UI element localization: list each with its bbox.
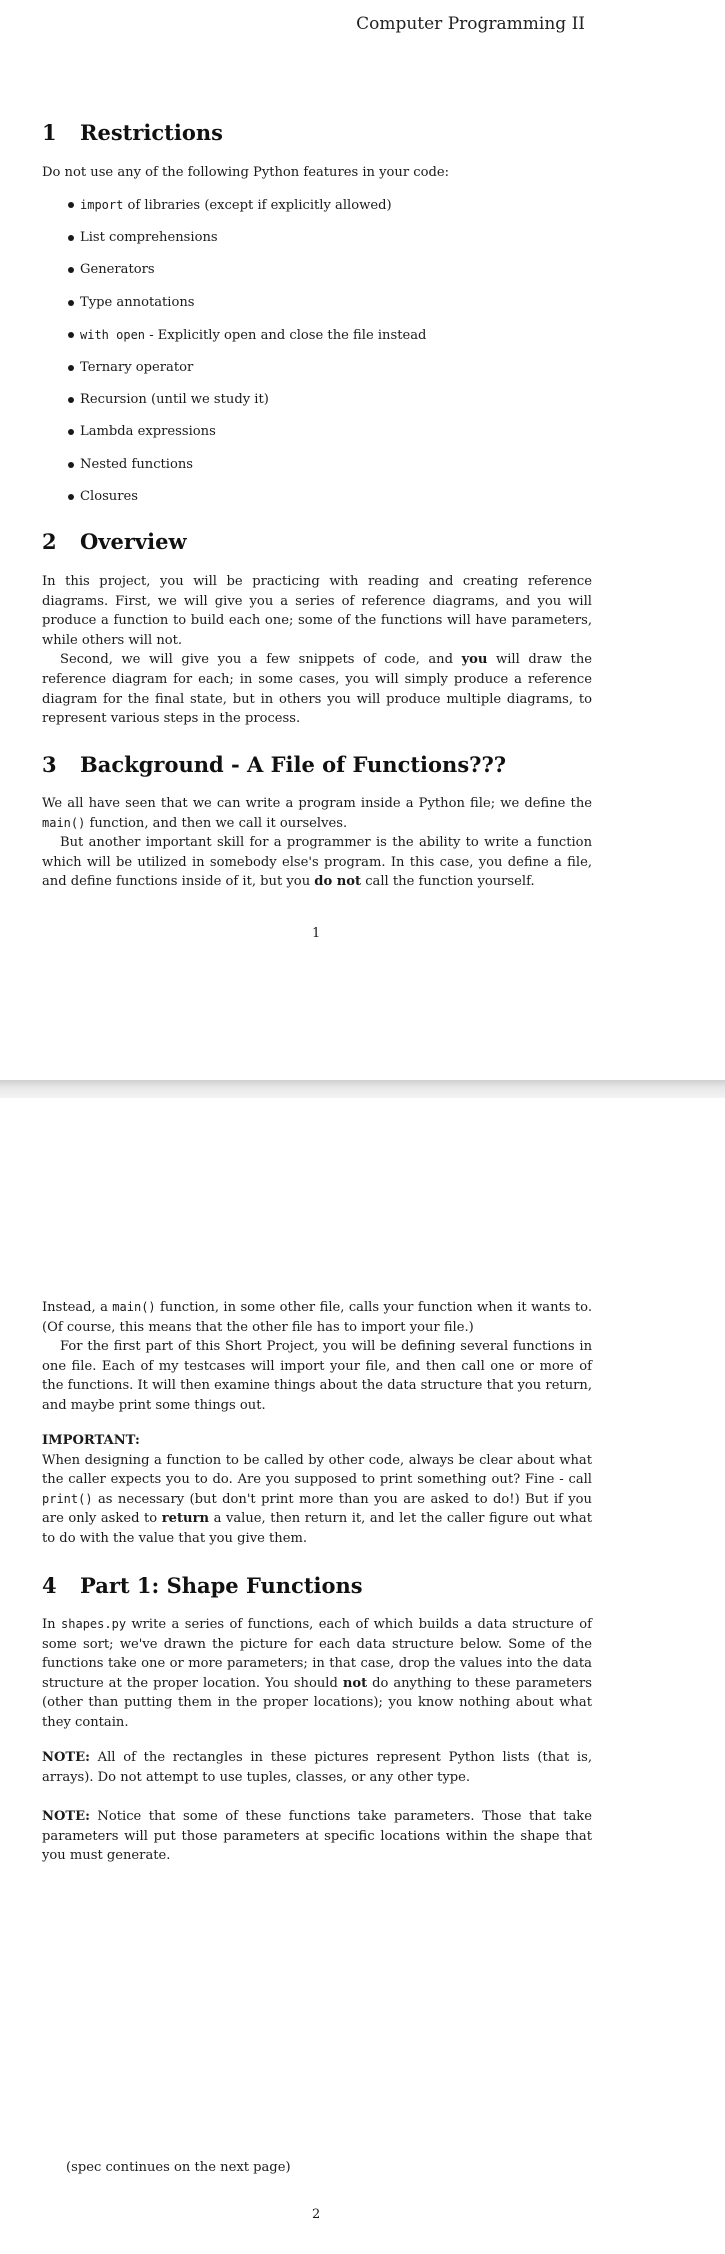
- list-item: Nested functions: [42, 449, 592, 481]
- restrictions-list-container: [42, 189, 592, 513]
- overview-body: In this project, you will be practicing with reading and creating reference diagrams. First, we will give you a series of reference diagrams, and you will produce a function to build each one; some of the functions will have parameters, while others will not. Second, we will give you a few snippets of code, and you will draw the reference diagram for each; in some cases, you will simply produce a reference diagram for the final state, but in others you will produce multiple diagrams, to represent various steps in the process.: [42, 574, 592, 727]
- page-separator: [0, 1080, 725, 1098]
- list-item: Lambda expressions: [42, 416, 592, 448]
- list-item: Generators: [42, 254, 592, 286]
- section-heading: 4 Part 1: Shape Functions: [42, 1573, 363, 1598]
- list-item: Ternary operator: [42, 352, 592, 384]
- important-note: IMPORTANT: When designing a function to be called by other code, always be clear about what the caller expects you to do. Are you supposed to print something out? Fine - call print() as necessary (but don't print more than you are asked to do!) But if you are only asked to return a value, then return it, and let the caller figure out what to do with the value that you give them.: [42, 1433, 593, 1546]
- list-item: Recursion (until we study it): [42, 384, 592, 416]
- background-body: We all have seen that we can write a program inside a Python file; we define the main() function, and then we call it ourselves. But another important skill for a programmer is the ability to write a function which will be utilized in somebody else's program. In this case, you define a file, and define functions inside of it, but you do not call the function yourself.: [42, 796, 592, 890]
- list-item: with open - Explicitly open and close the file instead: [42, 319, 592, 352]
- section-shape-functions: [42, 1573, 592, 1599]
- shape-functions-body: In shapes.py write a series of functions, each of which builds a data structure of some sort; we've drawn the picture for each data structure below. Some of the functions take one or more parameters; in that case, drop the values into the data structure at the proper location. You should not do anything to these parameters (other than putting them in the proper locations); you know nothing about what they contain.: [42, 1617, 592, 1730]
- continuation-note: (spec continues on the next page): [66, 2160, 291, 2175]
- background-continued: Instead, a main() function, in some other file, calls your function when it wants to. (Of course, this means that the other file has to import your file.) For the first part of this Short Project, you will be defining several functions in one file. Each of my testcases will import your file, and then call one or more of the functions. It will then examine things about the data structure that you return, and maybe print some things out.: [42, 1300, 592, 1413]
- list-item: List comprehensions: [42, 222, 592, 254]
- list-item: Type annotations: [42, 287, 592, 319]
- restrictions-list: [42, 189, 592, 513]
- list-item: import of libraries (except if explicitly allowed): [42, 189, 592, 222]
- section-overview: [42, 529, 592, 555]
- page-1: [0, 0, 725, 1080]
- section-background: [42, 752, 592, 778]
- note-parameters: NOTE: Notice that some of these functions take parameters. Those that take parameters will put those parameters at specific locations within the shape that you must generate.: [42, 1809, 592, 1864]
- section-restrictions: [42, 120, 592, 146]
- note-rectangles: NOTE: All of the rectangles in these pictures represent Python lists (that is, arrays). Do not attempt to use tuples, classes, or any other type.: [42, 1750, 592, 1785]
- list-item: Closures: [42, 481, 592, 513]
- running-header: Computer Programming II: [356, 14, 585, 34]
- page-number: 2: [312, 2207, 321, 2222]
- section-heading: 2 Overview: [42, 529, 187, 554]
- section-heading: 3 Background - A File of Functions???: [42, 752, 507, 777]
- restrictions-intro: Do not use any of the following Python features in your code:: [42, 165, 450, 180]
- section-heading: 1 Restrictions: [42, 120, 223, 145]
- page-number: 1: [312, 926, 321, 941]
- page-2: [0, 1098, 725, 2254]
